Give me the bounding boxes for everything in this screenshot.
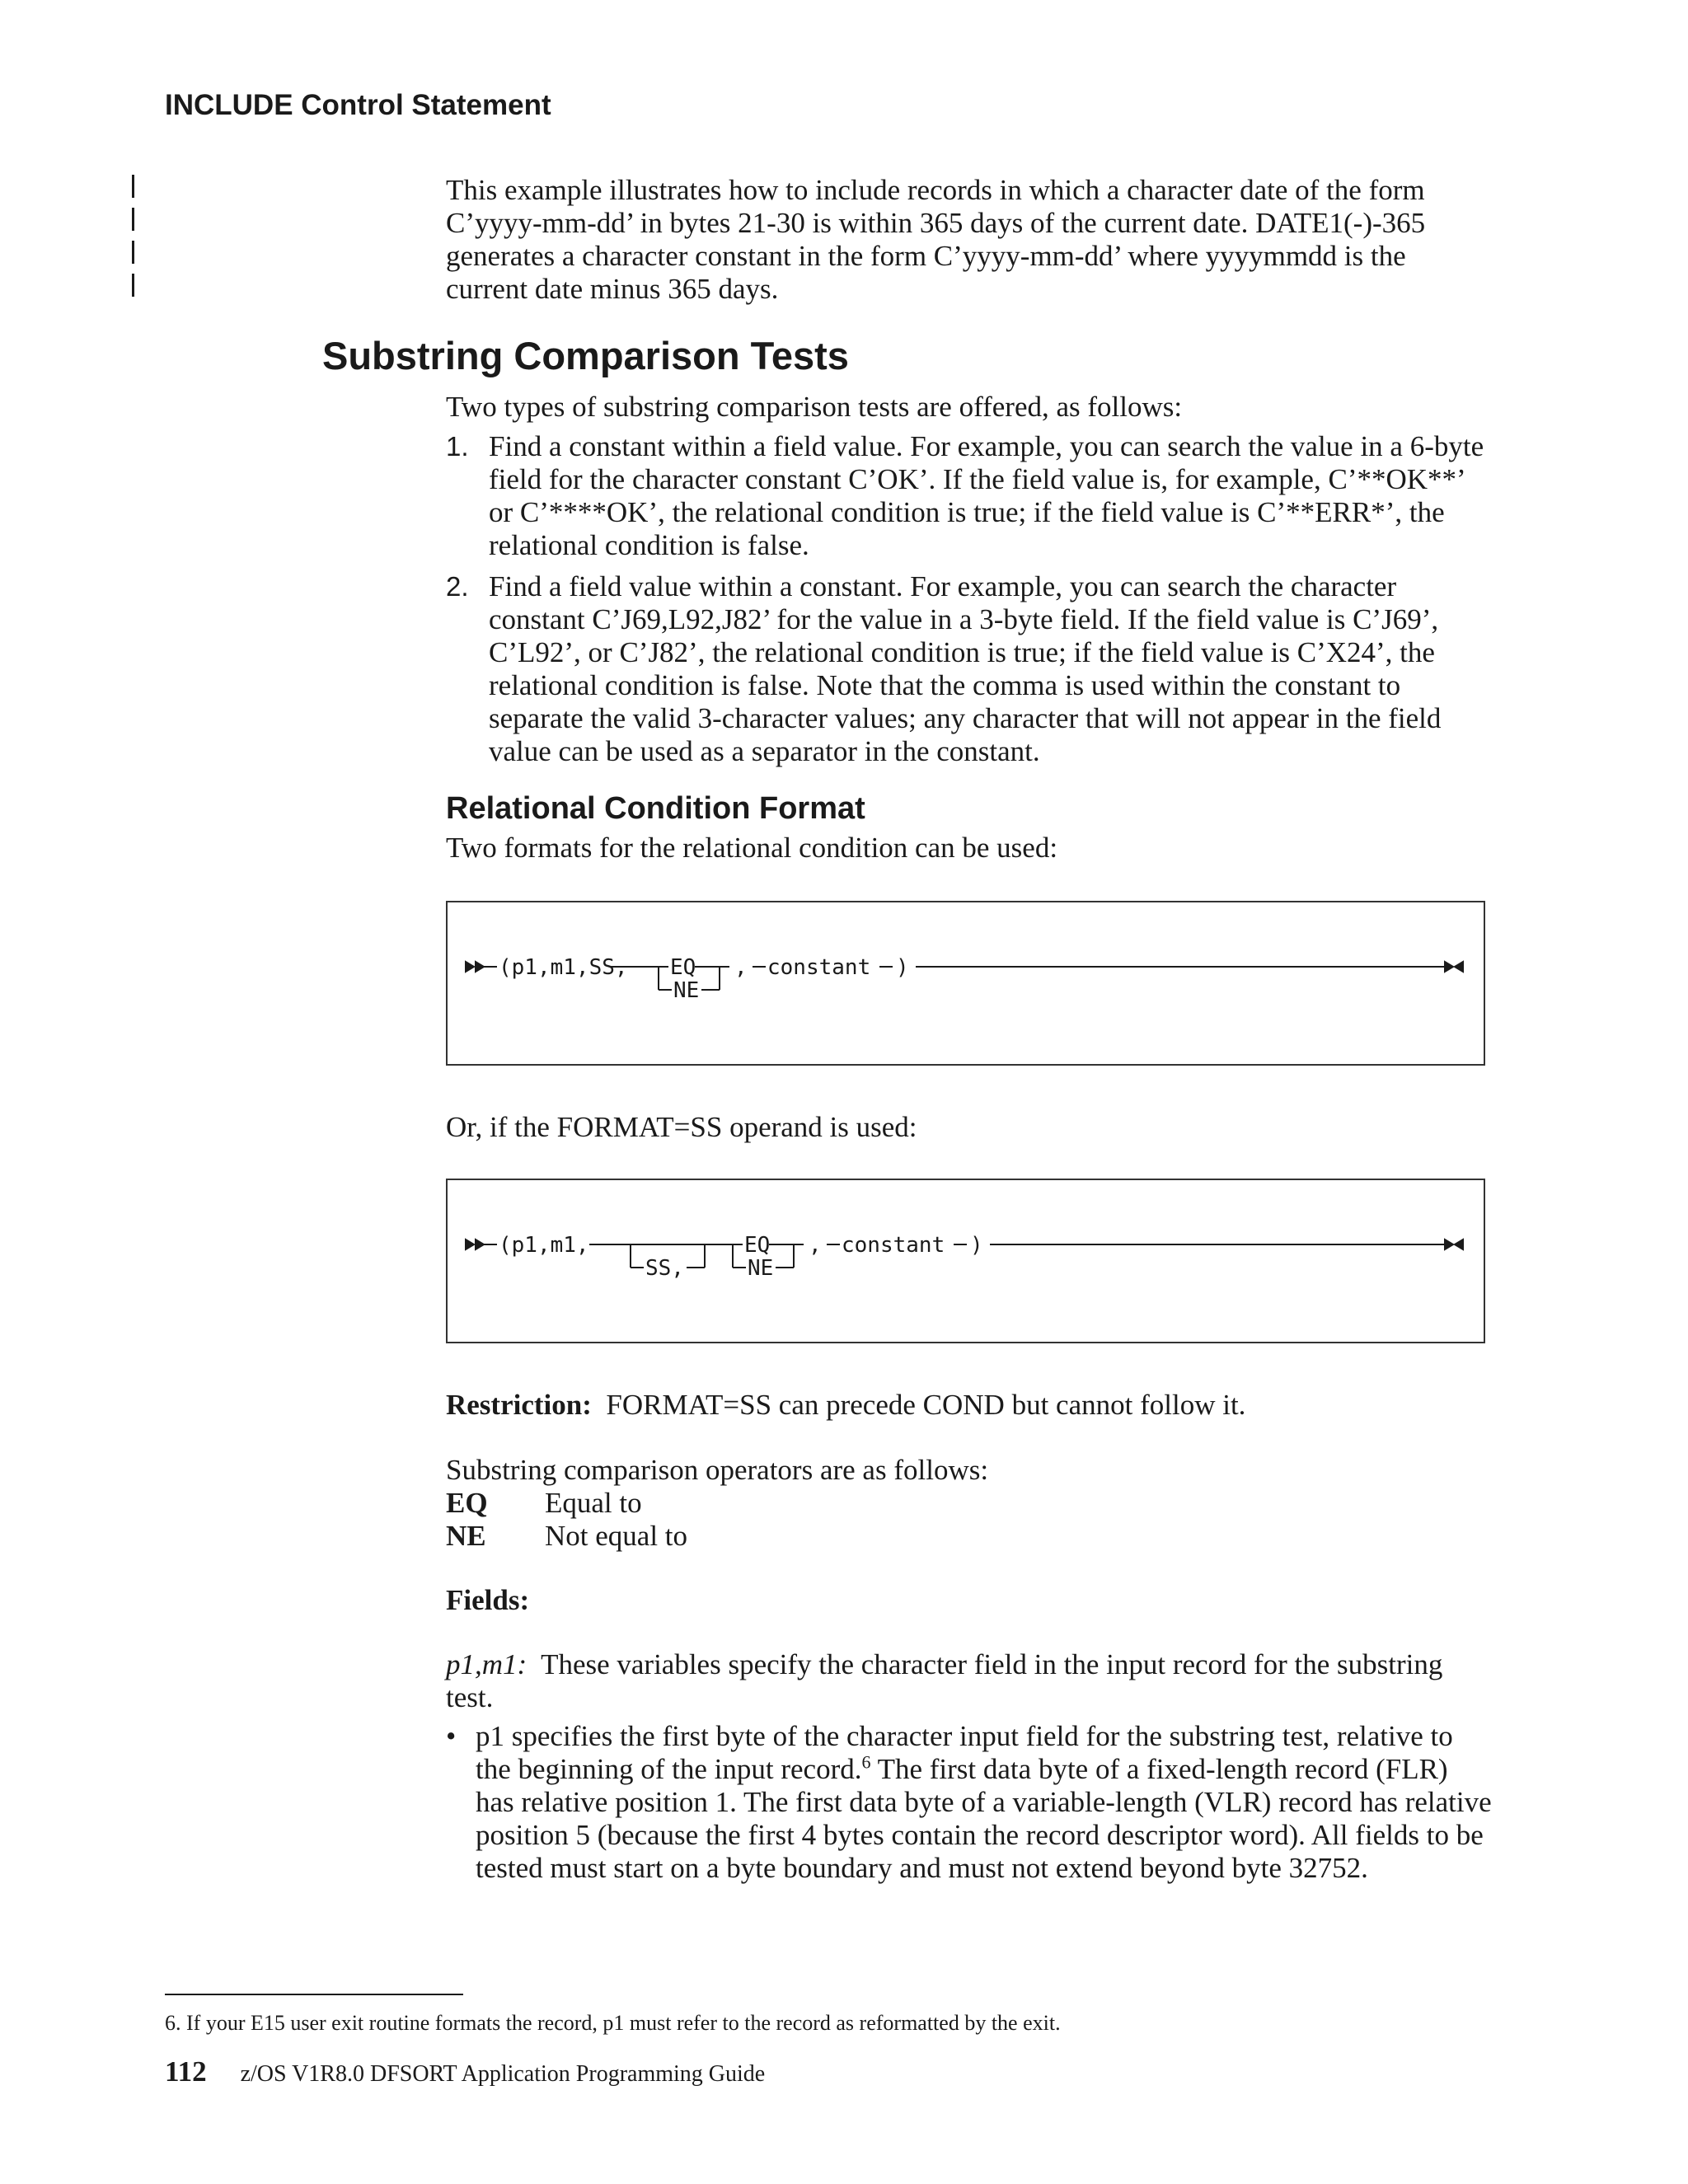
or-text: Or, if the FORMAT=SS operand is used: [446,1111,917,1143]
p1m1-paragraph [446,1648,1493,1714]
running-head: INCLUDE Control Statement [165,89,551,121]
syntax-diagram-2-svg [448,1180,1487,1345]
start-arrow [466,1240,474,1249]
subsection-title: Relational Condition Format [446,791,865,826]
diagram-token: , [734,955,748,980]
restriction-note [446,1389,1493,1422]
list-item [446,430,1493,562]
operator-code: NE [446,1520,486,1552]
operators-intro: Substring comparison operators are as follows: [446,1454,989,1486]
diagram-token: NE [673,978,700,1003]
diagram-token: EQ [744,1233,771,1258]
section-title: Substring Comparison Tests [322,334,849,377]
change-bars [132,175,137,307]
bullet-text: p1 specifies the first byte of the character input field for the substring test, relative to the beginning of the input record. [476,1720,1453,1785]
end-arrow [1445,962,1453,972]
p1m1-text: These variables specify the character field in the input record for the substring test. [446,1648,1443,1713]
end-arrow [1455,962,1463,972]
diagram-token: EQ [670,955,696,980]
diagram-token: constant [767,955,871,980]
operator-desc: Equal to [545,1487,642,1519]
list-text: Find a field value within a constant. For example, you can search the character constant C’J69,L92,J82’ for the value in a 3-byte field. If the field value is C’J69’, C’L92’, or C’J82’, the relational condition is true; if the field value is C’X24’, the relational condition is false. Note that the comma is used within the constant to separate the valid 3-character values; any character that will not appear in the field value can be used as a separator in the constant. [489,570,1442,767]
end-arrow [1455,1240,1463,1249]
bullet-item [446,1720,1493,1885]
operator-row [446,1520,687,1553]
operator-code: EQ [446,1487,488,1519]
diagram-token: (p1,m1,SS, [499,955,628,980]
bullet-list [446,1720,1493,1885]
diagram-token: constant [842,1233,945,1258]
start-arrow [466,962,474,972]
end-arrow [1445,1240,1453,1249]
book-title: z/OS V1R8.0 DFSORT Application Programming Guide [240,2061,766,2087]
restriction-text: FORMAT=SS can precede COND but cannot follow it. [606,1389,1246,1421]
diagram-token: NE [748,1256,774,1281]
syntax-diagram-2 [446,1179,1485,1343]
footnote-ref: 6 [861,1751,871,1773]
operator-row [446,1487,687,1520]
bullet-text-cont: The first data byte of a fixed-length record (FLR) has relative position 1. The first data byte of a variable-length (VLR) record has relative position 5 (because the first 4 bytes contain the record descriptor word). All fields to be tested must start on a byte boundary and must not extend beyond byte 32752. [476,1753,1492,1884]
start-arrow [476,962,484,972]
syntax-diagram-1 [446,901,1485,1066]
operators-list [446,1487,687,1553]
types-intro: Two types of substring comparison tests are offered, as follows: [446,391,1183,423]
syntax-diagram-1-svg [448,902,1487,1067]
bullet-dot: • [446,1720,457,1752]
restriction-label: Restriction: [446,1389,592,1421]
list-item [446,570,1493,768]
list-text: Find a constant within a field value. For example, you can search the value in a 6-byte field for the character constant C’OK’. If the field value is, for example, C’**OK**’ or C’****OK’, the relational condition is true; if the field value is C’**ERR*’, the relational condition is false. [489,430,1484,561]
page-footer [165,2055,765,2088]
fields-label: Fields: [446,1584,530,1616]
list-number: 1. [446,431,469,462]
list-number: 2. [446,571,469,602]
change-bar [132,175,134,198]
numbered-list [446,430,1493,776]
p1m1-term: p1,m1: [446,1648,528,1680]
change-bar [132,274,134,297]
footnote-rule [165,1994,463,1995]
diagram-token: , [809,1233,822,1258]
footnote: 6. If your E15 user exit routine formats the record, p1 must refer to the record as reformatted by the exit. [165,2011,1061,2035]
operator-desc: Not equal to [545,1520,688,1552]
diagram-token: SS, [645,1256,684,1281]
diagram-token: ) [970,1233,983,1258]
page-number: 112 [165,2055,207,2088]
diagram-token: (p1,m1, [499,1233,589,1258]
change-bar [132,241,134,264]
diagram-token: ) [896,955,909,980]
intro-paragraph: This example illustrates how to include records in which a character date of the form C’yyyy-mm-dd’ in bytes 21-30 is within 365 days of the current date. DATE1(-)-365 generates a character constant in the form C’yyyy-mm-dd’ where yyyymmdd is the current date minus 365 days. [446,174,1426,305]
change-bar [132,208,134,231]
start-arrow [476,1240,484,1249]
formats-intro: Two formats for the relational condition can be used: [446,832,1058,864]
